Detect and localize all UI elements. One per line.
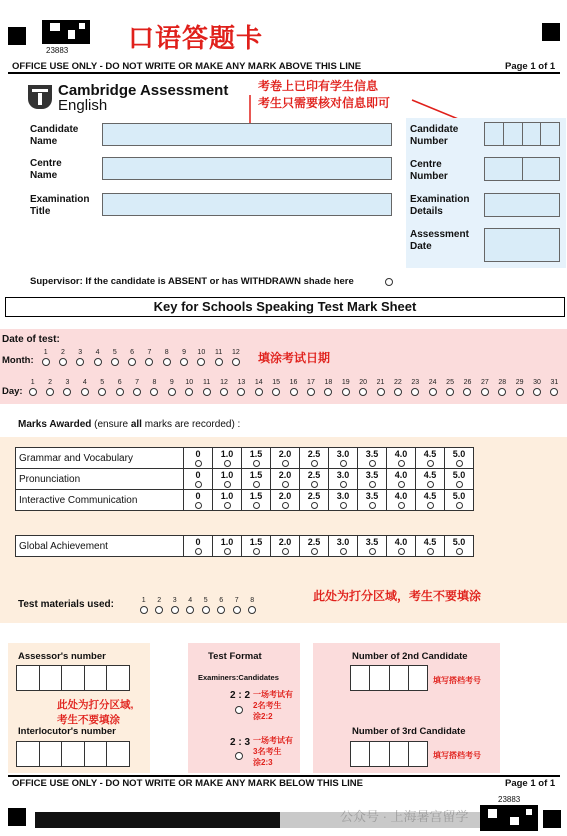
centre-number-field[interactable] [484,157,560,181]
supervisor-text: Supervisor: If the candidate is ABSENT or has WITHDRAWN shade here [30,276,354,287]
third-candidate-boxes[interactable] [350,741,428,767]
material-bubble-7[interactable]: 7 [229,596,245,614]
candidate-name-field[interactable] [102,123,392,146]
exam-details-field[interactable] [484,193,560,217]
registration-mark-bottom-left [8,808,26,826]
materials-bubbles [136,596,260,614]
month-bubble-8[interactable]: 8 [158,348,175,366]
score-bubble-3.5[interactable]: 3.5 [358,448,387,469]
assessment-date-label: Assessment Date [410,229,469,252]
score-bubble-2.0[interactable]: 2.0 [271,490,300,511]
marks-row [16,490,474,511]
month-bubble-4[interactable]: 4 [89,348,106,366]
day-bubble-9[interactable]: 9 [163,378,180,396]
registration-mark-bottom-right [543,810,561,828]
third-candidate-label: Number of 3rd Candidate [352,726,466,737]
second-candidate-boxes[interactable] [350,665,428,691]
score-bubble-0[interactable]: 0 [184,469,213,490]
day-bubble-27[interactable]: 27 [476,378,493,396]
score-bubble-4.0[interactable]: 4.0 [387,536,416,557]
score-bubble-3.0[interactable]: 3.0 [329,490,358,511]
material-bubble-5[interactable]: 5 [198,596,214,614]
assessor-number-boxes[interactable] [16,665,130,691]
exam-title-label: Examination Title [30,194,90,217]
month-bubble-2[interactable]: 2 [54,348,71,366]
material-bubble-3[interactable]: 3 [167,596,183,614]
format-2-3-bubble[interactable] [235,752,243,760]
score-bubble-3.5[interactable]: 3.5 [358,469,387,490]
day-bubble-16[interactable]: 16 [285,378,302,396]
score-bubble-4.0[interactable]: 4.0 [387,469,416,490]
score-bubble-3.0[interactable]: 3.0 [329,469,358,490]
day-bubble-20[interactable]: 20 [354,378,371,396]
score-bubble-2.0[interactable]: 2.0 [271,536,300,557]
score-bubble-1.0[interactable]: 1.0 [213,490,242,511]
marks-heading: Marks Awarded (ensure all marks are recorded) : [18,419,241,430]
score-bubble-4.5[interactable]: 4.5 [416,490,445,511]
score-bubble-1.5[interactable]: 1.5 [242,490,271,511]
category-label: Pronunciation [16,469,184,490]
score-bubble-0[interactable]: 0 [184,490,213,511]
month-bubble-10[interactable]: 10 [193,348,210,366]
score-bubble-5.0[interactable]: 5.0 [445,469,474,490]
page-label-bottom: Page 1 of 1 [505,778,556,789]
material-bubble-6[interactable]: 6 [214,596,230,614]
day-bubble-5[interactable]: 5 [94,378,111,396]
month-bubble-1[interactable]: 1 [37,348,54,366]
score-bubble-4.5[interactable]: 4.5 [416,448,445,469]
score-bubble-1.5[interactable]: 1.5 [242,469,271,490]
format-2-2-note: 一场考试有 2名考生 涂2:2 [253,690,293,721]
barcode-bottom [480,805,538,831]
interlocutor-label: Interlocutor's number [18,726,116,737]
score-bubble-4.5[interactable]: 4.5 [416,536,445,557]
score-bubble-2.5[interactable]: 2.5 [300,469,329,490]
format-2-2-label: 2 : 2 [230,690,251,701]
month-label: Month: [2,355,34,366]
day-bubble-18[interactable]: 18 [320,378,337,396]
day-bubble-13[interactable]: 13 [233,378,250,396]
day-bubble-19[interactable]: 19 [337,378,354,396]
format-2-3-note: 一场考试有 3名考生 涂2:3 [253,736,293,767]
score-bubble-2.5[interactable]: 2.5 [300,448,329,469]
logo-line2: English [58,97,108,114]
annotation-student-info-line2: 考生只需要核对信息即可 [258,96,391,110]
day-bubble-30[interactable]: 30 [528,378,545,396]
month-bubble-7[interactable]: 7 [141,348,158,366]
score-bubble-4.0[interactable]: 4.0 [387,448,416,469]
divider-bottom [8,775,560,777]
score-bubble-4.0[interactable]: 4.0 [387,490,416,511]
marks-row [16,469,474,490]
absent-bubble[interactable] [385,278,393,286]
day-label: Day: [2,386,23,397]
assessor-label: Assessor's number [18,651,106,662]
candidate-name-label: Candidate Name [30,124,79,147]
score-bubble-5.0[interactable]: 5.0 [445,536,474,557]
score-bubble-4.5[interactable]: 4.5 [416,469,445,490]
day-bubble-21[interactable]: 21 [372,378,389,396]
timing-strip [35,812,280,828]
marks-row [16,448,474,469]
day-bubble-6[interactable]: 6 [111,378,128,396]
marks-row [16,536,474,557]
barcode-number-bottom: 23883 [498,795,521,804]
score-bubble-3.5[interactable]: 3.5 [358,490,387,511]
assessment-date-field[interactable] [484,228,560,262]
month-bubble-12[interactable]: 12 [227,348,244,366]
day-bubble-24[interactable]: 24 [424,378,441,396]
office-use-bottom: OFFICE USE ONLY - DO NOT WRITE OR MAKE ANY MARK BELOW THIS LINE [12,778,363,789]
barcode-number-top: 23883 [46,46,69,55]
materials-label: Test materials used: [18,599,114,610]
centre-name-field[interactable] [102,157,392,180]
day-bubble-8[interactable]: 8 [146,378,163,396]
page-label-top: Page 1 of 1 [505,61,556,72]
format-2-2-bubble[interactable] [235,706,243,714]
score-bubble-5.0[interactable]: 5.0 [445,448,474,469]
day-bubble-1[interactable]: 1 [24,378,41,396]
score-bubble-1.0[interactable]: 1.0 [213,448,242,469]
date-of-test-label: Date of test: [2,334,60,345]
score-bubble-0[interactable]: 0 [184,448,213,469]
category-label: Grammar and Vocabulary [16,448,184,469]
day-bubble-17[interactable]: 17 [302,378,319,396]
sheet-title: Key for Schools Speaking Test Mark Sheet [5,297,565,317]
day-bubble-26[interactable]: 26 [459,378,476,396]
exam-title-field[interactable] [102,193,392,216]
exam-details-label: Examination Details [410,194,470,217]
third-candidate-note: 填写搭档考号 [433,751,481,760]
material-bubble-8[interactable]: 8 [245,596,261,614]
day-bubble-31[interactable]: 31 [546,378,563,396]
day-bubbles [24,378,563,396]
annotation-student-info-line1: 考卷上已印有学生信息 [258,79,379,93]
category-label: Interactive Communication [16,490,184,511]
centre-number-label: Centre Number [410,159,448,182]
category-label: Global Achievement [16,536,184,557]
score-bubble-1.0[interactable]: 1.0 [213,536,242,557]
score-bubble-2.5[interactable]: 2.5 [300,490,329,511]
day-bubble-23[interactable]: 23 [407,378,424,396]
day-bubble-14[interactable]: 14 [250,378,267,396]
marks-annotation: 此处为打分区域，考生不要填涂 [313,589,482,603]
day-bubble-7[interactable]: 7 [128,378,145,396]
score-bubble-2.0[interactable]: 2.0 [271,469,300,490]
material-bubble-2[interactable]: 2 [152,596,168,614]
candidate-number-field[interactable] [484,122,560,146]
day-bubble-3[interactable]: 3 [59,378,76,396]
examiners-label: Examiners:Candidates [198,673,279,682]
score-bubble-0[interactable]: 0 [184,536,213,557]
month-bubble-11[interactable]: 11 [210,348,227,366]
scoring-annotation-line2: 考生不要填涂 [57,714,120,726]
day-bubble-29[interactable]: 29 [511,378,528,396]
second-candidate-label: Number of 2nd Candidate [352,651,468,662]
watermark: 公众号 · 上海暑宫留学 [340,809,469,824]
overlay-title: 口语答题卡 [128,23,264,53]
score-bubble-2.5[interactable]: 2.5 [300,536,329,557]
global-achievement-table [15,535,474,557]
day-bubble-2[interactable]: 2 [41,378,58,396]
score-bubble-1.5[interactable]: 1.5 [242,536,271,557]
material-bubble-4[interactable]: 4 [183,596,199,614]
marks-table [15,447,474,511]
score-bubble-1.0[interactable]: 1.0 [213,469,242,490]
day-bubble-4[interactable]: 4 [76,378,93,396]
day-bubble-10[interactable]: 10 [181,378,198,396]
scoring-annotation-line1: 此处为打分区域, [57,699,134,711]
month-bubbles [37,348,245,366]
office-use-top: OFFICE USE ONLY - DO NOT WRITE OR MAKE ANY MARK ABOVE THIS LINE [12,61,362,72]
score-bubble-3.0[interactable]: 3.0 [329,448,358,469]
month-bubble-3[interactable]: 3 [72,348,89,366]
test-format-label: Test Format [208,651,262,662]
logo-line1: Cambridge Assessment [58,82,229,99]
date-annotation: 填涂考试日期 [258,351,331,365]
centre-name-label: Centre Name [30,158,62,181]
candidate-number-label: Candidate Number [410,124,459,147]
format-2-3-label: 2 : 3 [230,737,251,748]
second-candidate-note: 填写搭档考号 [433,676,481,685]
day-bubble-11[interactable]: 11 [198,378,215,396]
day-bubble-28[interactable]: 28 [494,378,511,396]
month-bubble-6[interactable]: 6 [123,348,140,366]
material-bubble-1[interactable]: 1 [136,596,152,614]
score-bubble-5.0[interactable]: 5.0 [445,490,474,511]
day-bubble-15[interactable]: 15 [267,378,284,396]
score-bubble-3.0[interactable]: 3.0 [329,536,358,557]
month-bubble-9[interactable]: 9 [175,348,192,366]
interlocutor-number-boxes[interactable] [16,741,130,767]
day-bubble-25[interactable]: 25 [441,378,458,396]
score-bubble-2.0[interactable]: 2.0 [271,448,300,469]
day-bubble-22[interactable]: 22 [389,378,406,396]
score-bubble-3.5[interactable]: 3.5 [358,536,387,557]
score-bubble-1.5[interactable]: 1.5 [242,448,271,469]
month-bubble-5[interactable]: 5 [106,348,123,366]
day-bubble-12[interactable]: 12 [215,378,232,396]
